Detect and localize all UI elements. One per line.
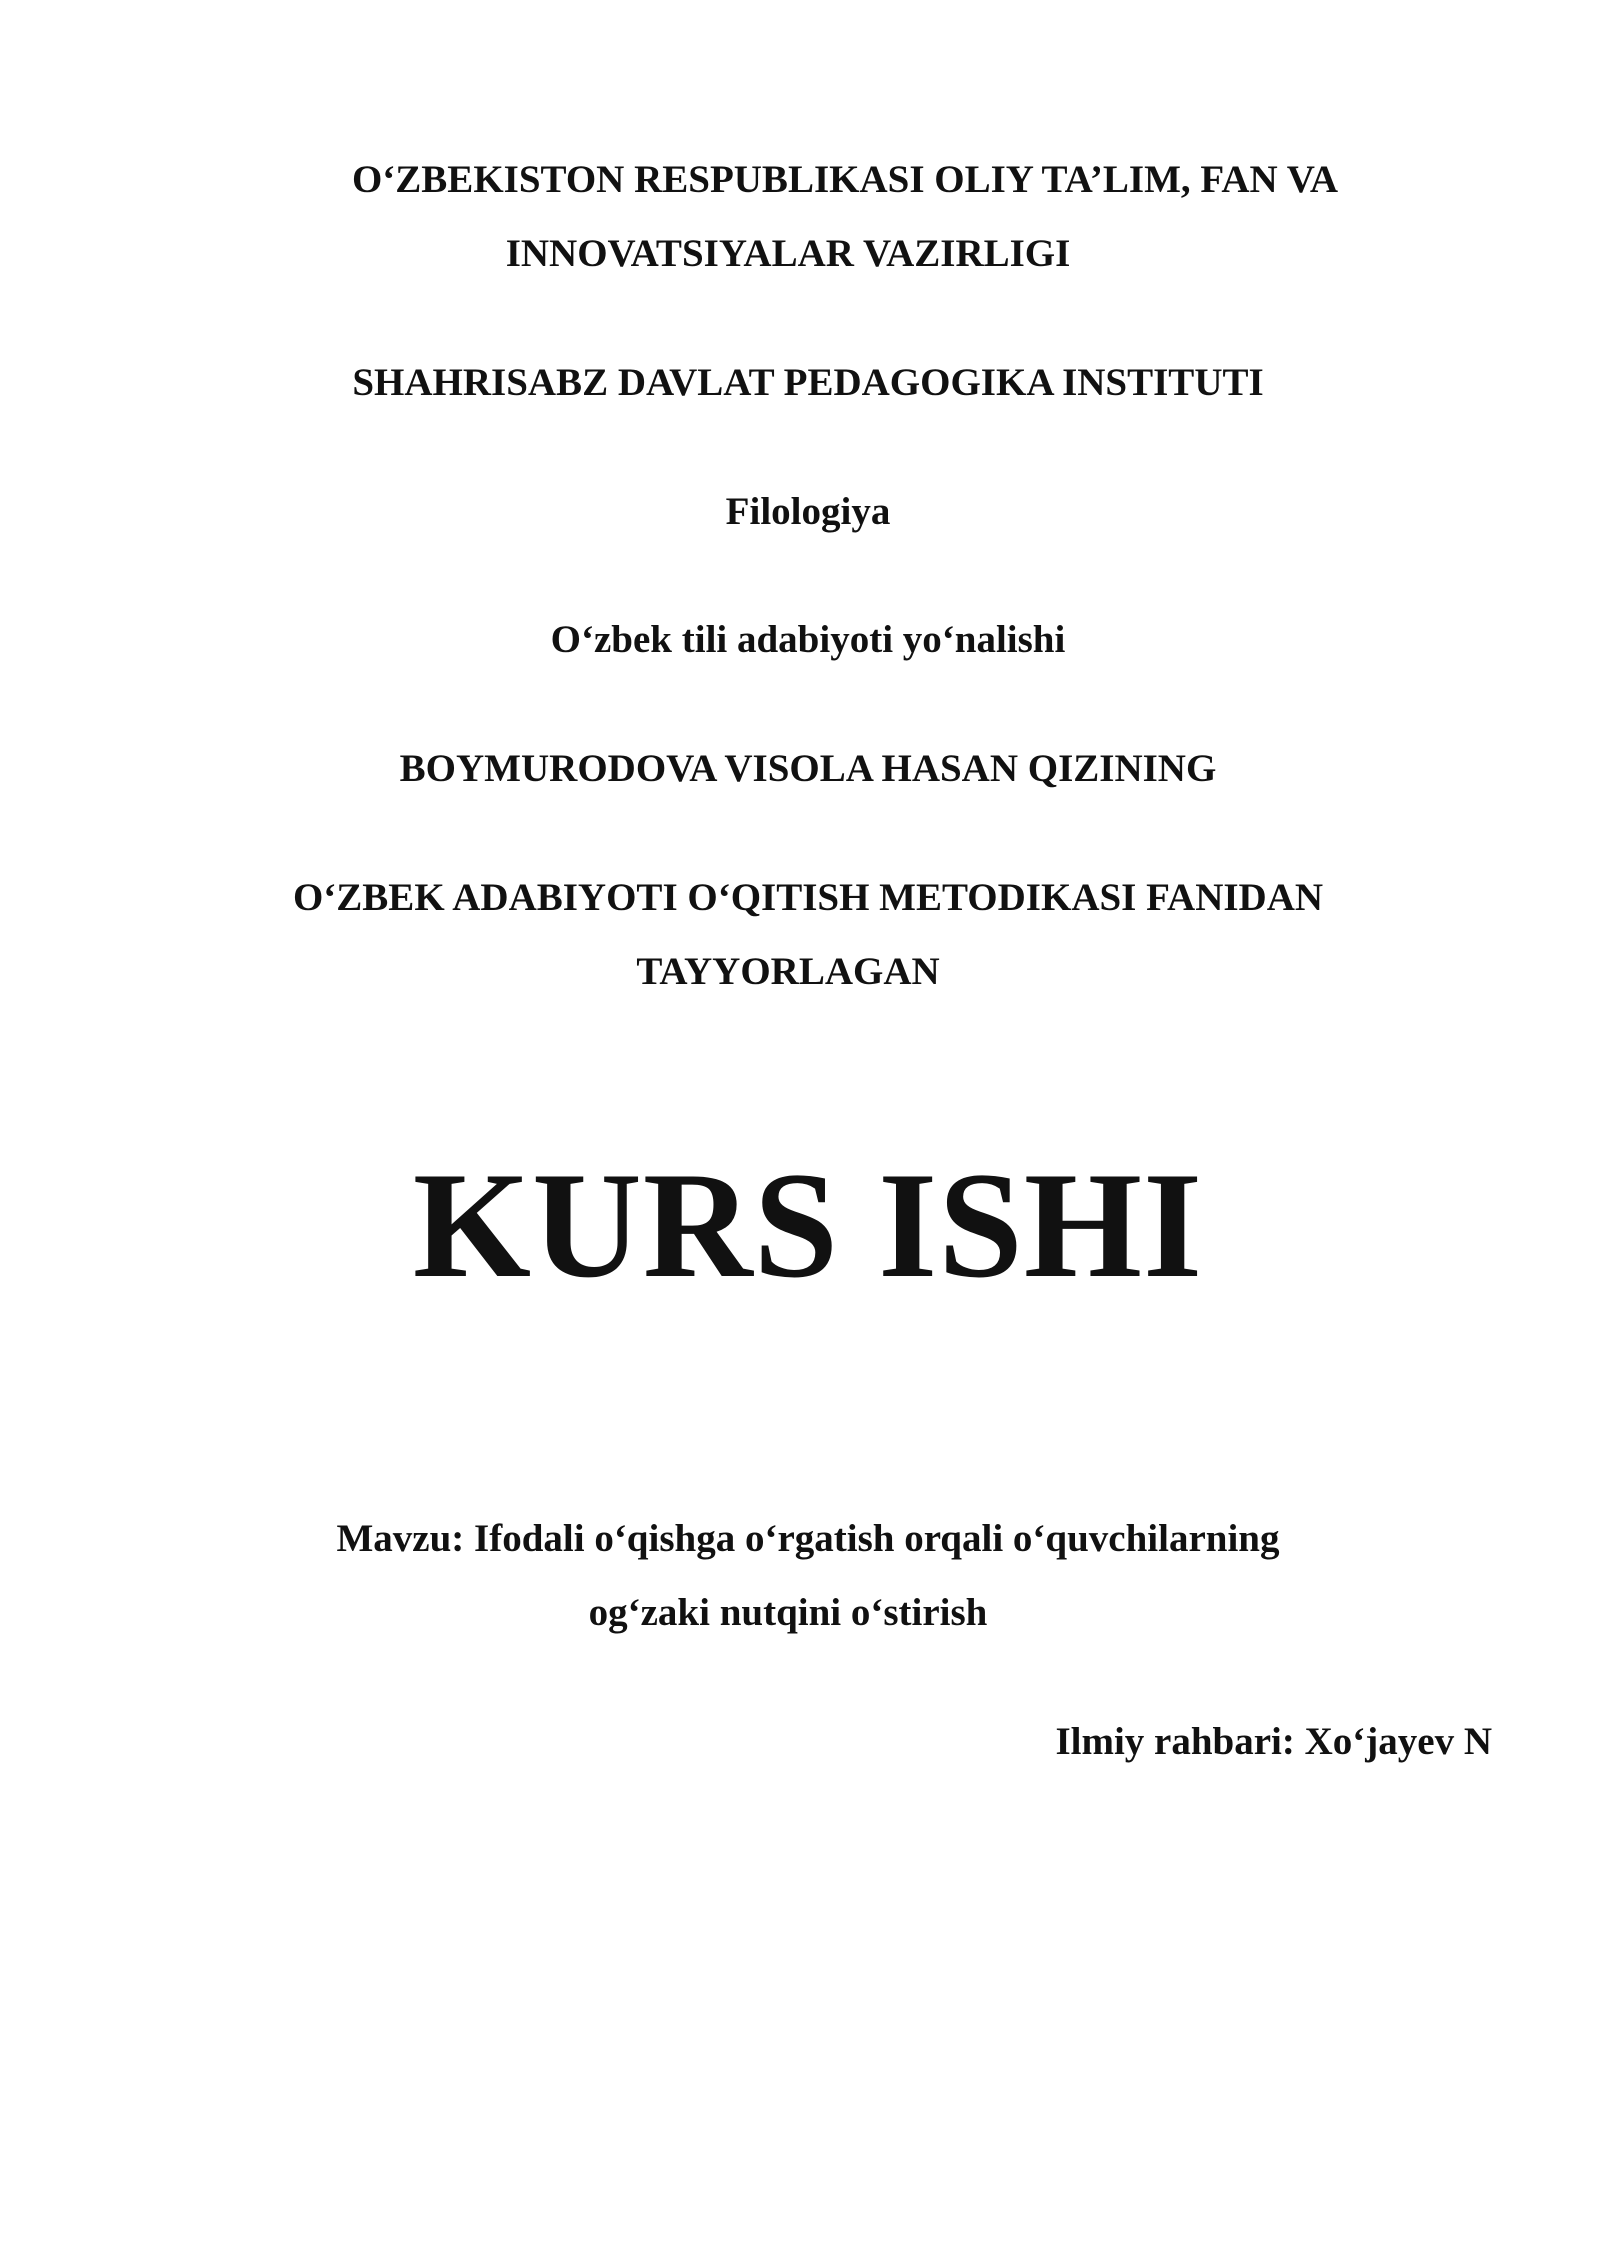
faculty-name: Filologiya [725,490,891,533]
subject-line-2: TAYYORLAGAN [636,950,940,993]
subject-line-1: O‘ZBEK ADABIYOTI O‘QITISH METODIKASI FANIDAN [292,876,1324,919]
ministry-name-line-1: O‘ZBEKISTON RESPUBLIKASI OLIY TA’LIM, FAN VA [351,158,1339,201]
institute-name: SHAHRISABZ DAVLAT PEDAGOGIKA INSTITUTI [352,361,1264,404]
topic-line-2: og‘zaki nutqini o‘stirish [588,1591,988,1634]
topic-line-1: Mavzu: Ifodali o‘qishga o‘rgatish orqali o‘quvchilarning [336,1517,1280,1560]
student-name: BOYMURODOVA VISOLA HASAN QIZINING [399,747,1217,790]
supervisor: Ilmiy rahbari: Xo‘jayev N [1055,1720,1492,1763]
ministry-name-line-2: INNOVATSIYALAR VAZIRLIGI [505,232,1071,275]
document-title: KURS ISHI [412,1141,1204,1309]
study-direction: O‘zbek tili adabiyoti yo‘nalishi [550,618,1066,661]
